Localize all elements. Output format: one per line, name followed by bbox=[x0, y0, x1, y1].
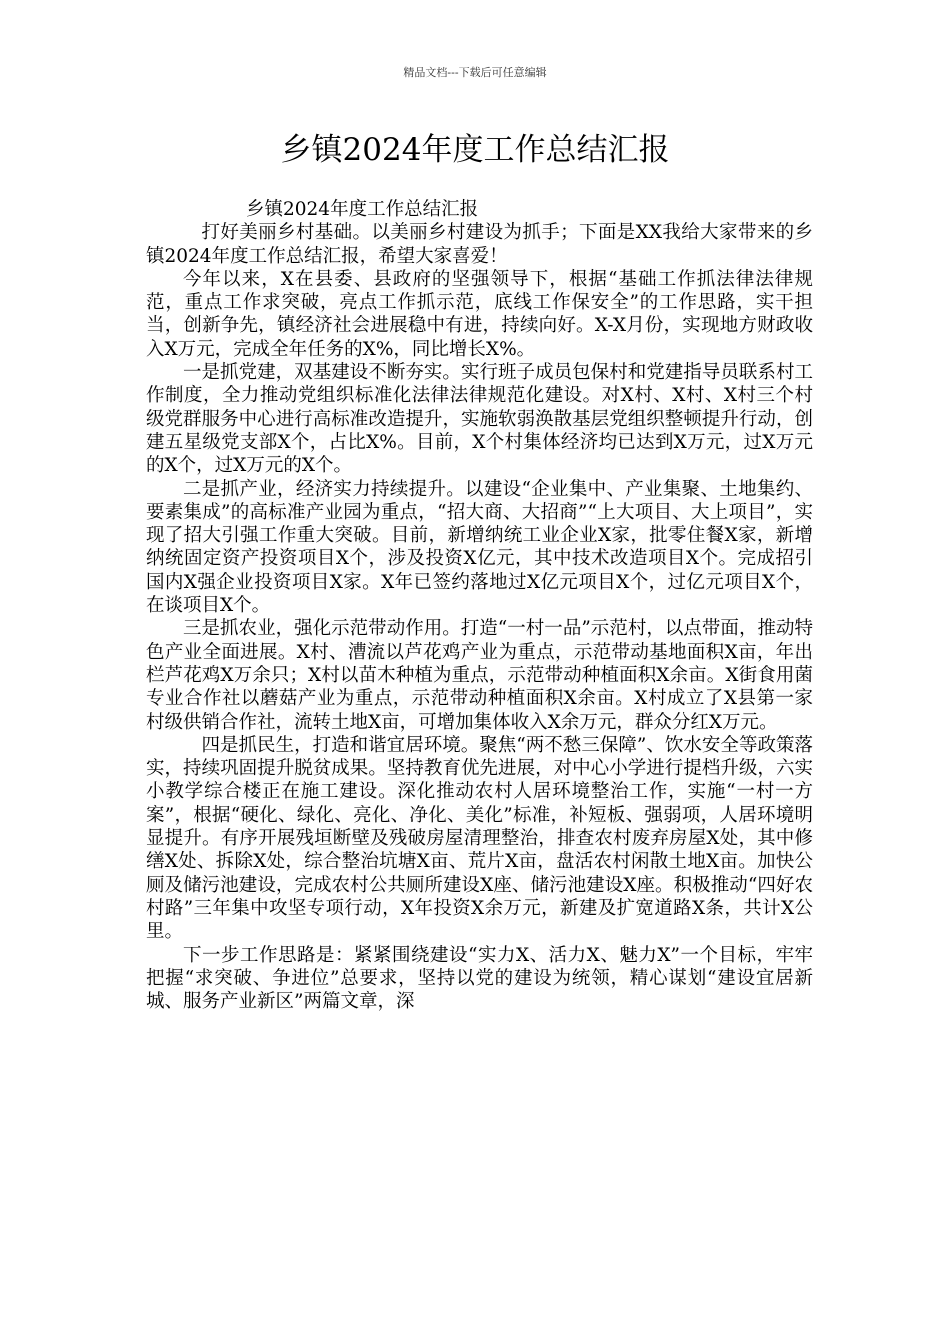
document-title: 乡镇2024年度工作总结汇报 bbox=[280, 132, 670, 168]
document-body bbox=[146, 198, 813, 1013]
intro-paragraph: 打好美丽乡村基础。以美丽乡村建设为抓手；下面是XX我给大家带来的乡镇2024年度工作总结汇报，希望大家喜爱！ bbox=[146, 222, 813, 267]
overview-paragraph: 今年以来，X在县委、县政府的坚强领导下，根据“基础工作抓法律法律规范，重点工作求突破，亮点工作抓示范，底线工作保安全”的工作思路，实干担当，创新争先，镇经济社会进展稳中有进，持续向好。X-X月份，实现地方财政收入X万元，完成全年任务的X%，同比增长X%。 bbox=[146, 268, 813, 360]
livelihood-paragraph: 四是抓民生，打造和谐宜居环境。聚焦“两不愁三保障”、饮水安全等政策落实，持续巩固提升脱贫成果。坚持教育优先进展，对中心小学进行提档升级，六实小教学综合楼正在施工建设。深化推动农村人居环境整治工作，实施“一村一方案”，根据“硬化、绿化、亮化、净化、美化”标准，补短板、强弱项，人居环境明显提升。有序开展残垣断壁及残破房屋清理整治，排查农村废弃房屋X处，其中修缮X处、拆除X处，综合整治坑塘X亩、荒片X亩，盘活农村闲散土地X亩。加快公厕及储污池建设，完成农村公共厕所建设X座、储污池建设X座。积极推动“四好农村路”三年集中攻坚专项行动，X年投资X余万元，新建及扩宽道路X条，共计X公里。 bbox=[146, 734, 813, 943]
header-note: 精品文档---下载后可任意编辑 bbox=[403, 66, 547, 79]
agriculture-paragraph: 三是抓农业，强化示范带动作用。打造“一村一品”示范村，以点带面，推动特色产业全面进展。X村、漕流以芦花鸡产业为重点，示范带动基地面积X亩，年出栏芦花鸡X万余只；X村以苗木种植为重点，示范带动种植面积X余亩。X街食用菌专业合作社以蘑菇产业为重点，示范带动种植面积X余亩。X村成立了X县第一家村级供销合作社，流转土地X亩，可增加集体收入X余万元，群众分红X万元。 bbox=[146, 618, 813, 733]
document-subtitle: 乡镇2024年度工作总结汇报 bbox=[246, 199, 479, 220]
party-building-paragraph: 一是抓党建，双基建设不断夯实。实行班子成员包保村和党建指导员联系村工作制度，全力推动党组织标准化法律法律规范化建设。对X村、X村、X村三个村级党群服务中心进行高标准改造提升，实施软弱涣散基层党组织整顿提升行动，创建五星级党支部X个，占比X%。目前，X个村集体经济均已达到X万元，过X万元的X个，过X万元的X个。 bbox=[146, 362, 813, 477]
industry-paragraph: 二是抓产业，经济实力持续提升。以建设“企业集中、产业集聚、土地集约、要素集成”的高标准产业园为重点，“招大商、大招商”“上大项目、大上项目”，实现了招大引强工作重大突破。目前，新增纳统工业企业X家，批零住餐X家，新增纳统固定资产投资项目X个，涉及投资X亿元，其中技术改造项目X个。完成招引国内X强企业投资项目X家。X年已签约落地过X亿元项目X个，过亿元项目X个，在谈项目X个。 bbox=[146, 478, 813, 617]
next-steps-paragraph: 下一步工作思路是：紧紧围绕建设“实力X、活力X、魅力X”一个目标，牢牢把握“求突破、争进位”总要求，坚持以党的建设为统领，精心谋划“建设宜居新城、服务产业新区”两篇文章，深 bbox=[146, 944, 813, 1013]
